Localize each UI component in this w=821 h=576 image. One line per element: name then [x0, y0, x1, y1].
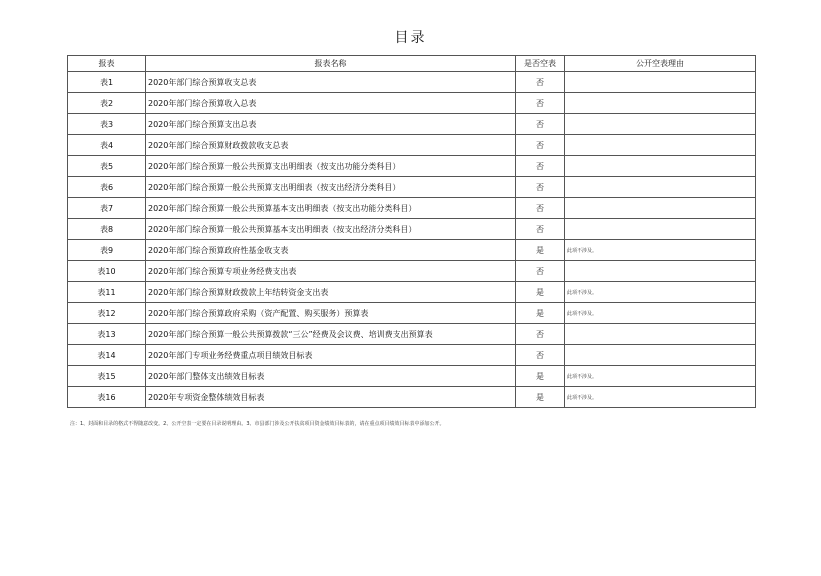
empty-reason-cell	[565, 261, 756, 282]
report-name-cell: 2020年部门综合预算一般公共预算基本支出明细表（按支出经济分类科目）	[146, 219, 516, 240]
report-name-cell: 2020年部门综合预算政府采购（资产配置、购买服务）预算表	[146, 303, 516, 324]
report-name-cell: 2020年部门专项业务经费重点项目绩效目标表	[146, 345, 516, 366]
empty-reason-cell: 此项不涉及。	[565, 282, 756, 303]
table-row	[68, 114, 756, 135]
empty-reason-cell	[565, 219, 756, 240]
table-row	[68, 282, 756, 303]
table-row	[68, 219, 756, 240]
is-empty-cell: 否	[516, 135, 565, 156]
is-empty-cell: 否	[516, 72, 565, 93]
empty-reason-cell	[565, 114, 756, 135]
report-id-cell: 表11	[68, 282, 146, 303]
table-row	[68, 324, 756, 345]
report-name-cell: 2020年部门整体支出绩效目标表	[146, 366, 516, 387]
table-row	[68, 93, 756, 114]
report-name-cell: 2020年部门综合预算一般公共预算基本支出明细表（按支出功能分类科目）	[146, 198, 516, 219]
report-id-cell: 表16	[68, 387, 146, 408]
report-name-cell: 2020年部门综合预算财政拨款上年结转资金支出表	[146, 282, 516, 303]
empty-reason-cell: 此项不涉及。	[565, 303, 756, 324]
report-name-cell: 2020年部门综合预算支出总表	[146, 114, 516, 135]
is-empty-cell: 否	[516, 177, 565, 198]
table-row	[68, 366, 756, 387]
table-row	[68, 303, 756, 324]
is-empty-cell: 是	[516, 387, 565, 408]
empty-reason-cell	[565, 345, 756, 366]
report-id-cell: 表14	[68, 345, 146, 366]
header-is-empty: 是否空表	[516, 56, 565, 72]
report-name-cell: 2020年部门综合预算一般公共预算支出明细表（按支出经济分类科目）	[146, 177, 516, 198]
is-empty-cell: 是	[516, 282, 565, 303]
report-name-cell: 2020年部门综合预算专项业务经费支出表	[146, 261, 516, 282]
catalog-table	[67, 55, 756, 408]
is-empty-cell: 否	[516, 93, 565, 114]
is-empty-cell: 否	[516, 219, 565, 240]
report-id-cell: 表15	[68, 366, 146, 387]
is-empty-cell: 否	[516, 198, 565, 219]
empty-reason-cell: 此项不涉及。	[565, 387, 756, 408]
table-header-row	[68, 56, 756, 72]
empty-reason-cell	[565, 156, 756, 177]
empty-reason-cell	[565, 324, 756, 345]
empty-reason-cell: 此项不涉及。	[565, 240, 756, 261]
report-name-cell: 2020年部门综合预算政府性基金收支表	[146, 240, 516, 261]
table-row	[68, 345, 756, 366]
empty-reason-cell	[565, 72, 756, 93]
header-report-name: 报表名称	[146, 56, 516, 72]
is-empty-cell: 是	[516, 366, 565, 387]
report-id-cell: 表7	[68, 198, 146, 219]
empty-reason-cell	[565, 198, 756, 219]
report-id-cell: 表12	[68, 303, 146, 324]
report-id-cell: 表8	[68, 219, 146, 240]
page-title: 目录	[394, 30, 427, 46]
report-id-cell: 表1	[68, 72, 146, 93]
report-name-cell: 2020年部门综合预算财政拨款收支总表	[146, 135, 516, 156]
report-id-cell: 表6	[68, 177, 146, 198]
is-empty-cell: 否	[516, 324, 565, 345]
is-empty-cell: 否	[516, 156, 565, 177]
report-id-cell: 表13	[68, 324, 146, 345]
table-row	[68, 387, 756, 408]
report-id-cell: 表10	[68, 261, 146, 282]
table-row	[68, 135, 756, 156]
table-row	[68, 240, 756, 261]
report-name-cell: 2020年部门综合预算一般公共预算拨款“三公”经费及会议费、培训费支出预算表	[146, 324, 516, 345]
table-row	[68, 198, 756, 219]
report-id-cell: 表9	[68, 240, 146, 261]
is-empty-cell: 否	[516, 114, 565, 135]
report-name-cell: 2020年部门综合预算一般公共预算支出明细表（按支出功能分类科目）	[146, 156, 516, 177]
is-empty-cell: 否	[516, 345, 565, 366]
report-name-cell: 2020年部门综合预算收支总表	[146, 72, 516, 93]
empty-reason-cell	[565, 177, 756, 198]
is-empty-cell: 是	[516, 303, 565, 324]
report-id-cell: 表2	[68, 93, 146, 114]
table-row	[68, 72, 756, 93]
report-id-cell: 表4	[68, 135, 146, 156]
header-empty-reason: 公开空表理由	[565, 56, 756, 72]
empty-reason-cell: 此项不涉及。	[565, 366, 756, 387]
table-row	[68, 177, 756, 198]
footnote: 注：1、封面和目录的格式不得随意改变。2、公开空表一定要在目录说明理由。3、市县部门涉及公开扶贫项目资金绩效目标表的，请在重点项目绩效目标表中添加公开。	[70, 421, 445, 427]
table-row	[68, 156, 756, 177]
report-id-cell: 表3	[68, 114, 146, 135]
report-name-cell: 2020年专项资金整体绩效目标表	[146, 387, 516, 408]
empty-reason-cell	[565, 93, 756, 114]
report-name-cell: 2020年部门综合预算收入总表	[146, 93, 516, 114]
table-row	[68, 261, 756, 282]
empty-reason-cell	[565, 135, 756, 156]
table-body	[68, 72, 756, 408]
report-id-cell: 表5	[68, 156, 146, 177]
is-empty-cell: 是	[516, 240, 565, 261]
is-empty-cell: 否	[516, 261, 565, 282]
header-report: 报表	[68, 56, 146, 72]
